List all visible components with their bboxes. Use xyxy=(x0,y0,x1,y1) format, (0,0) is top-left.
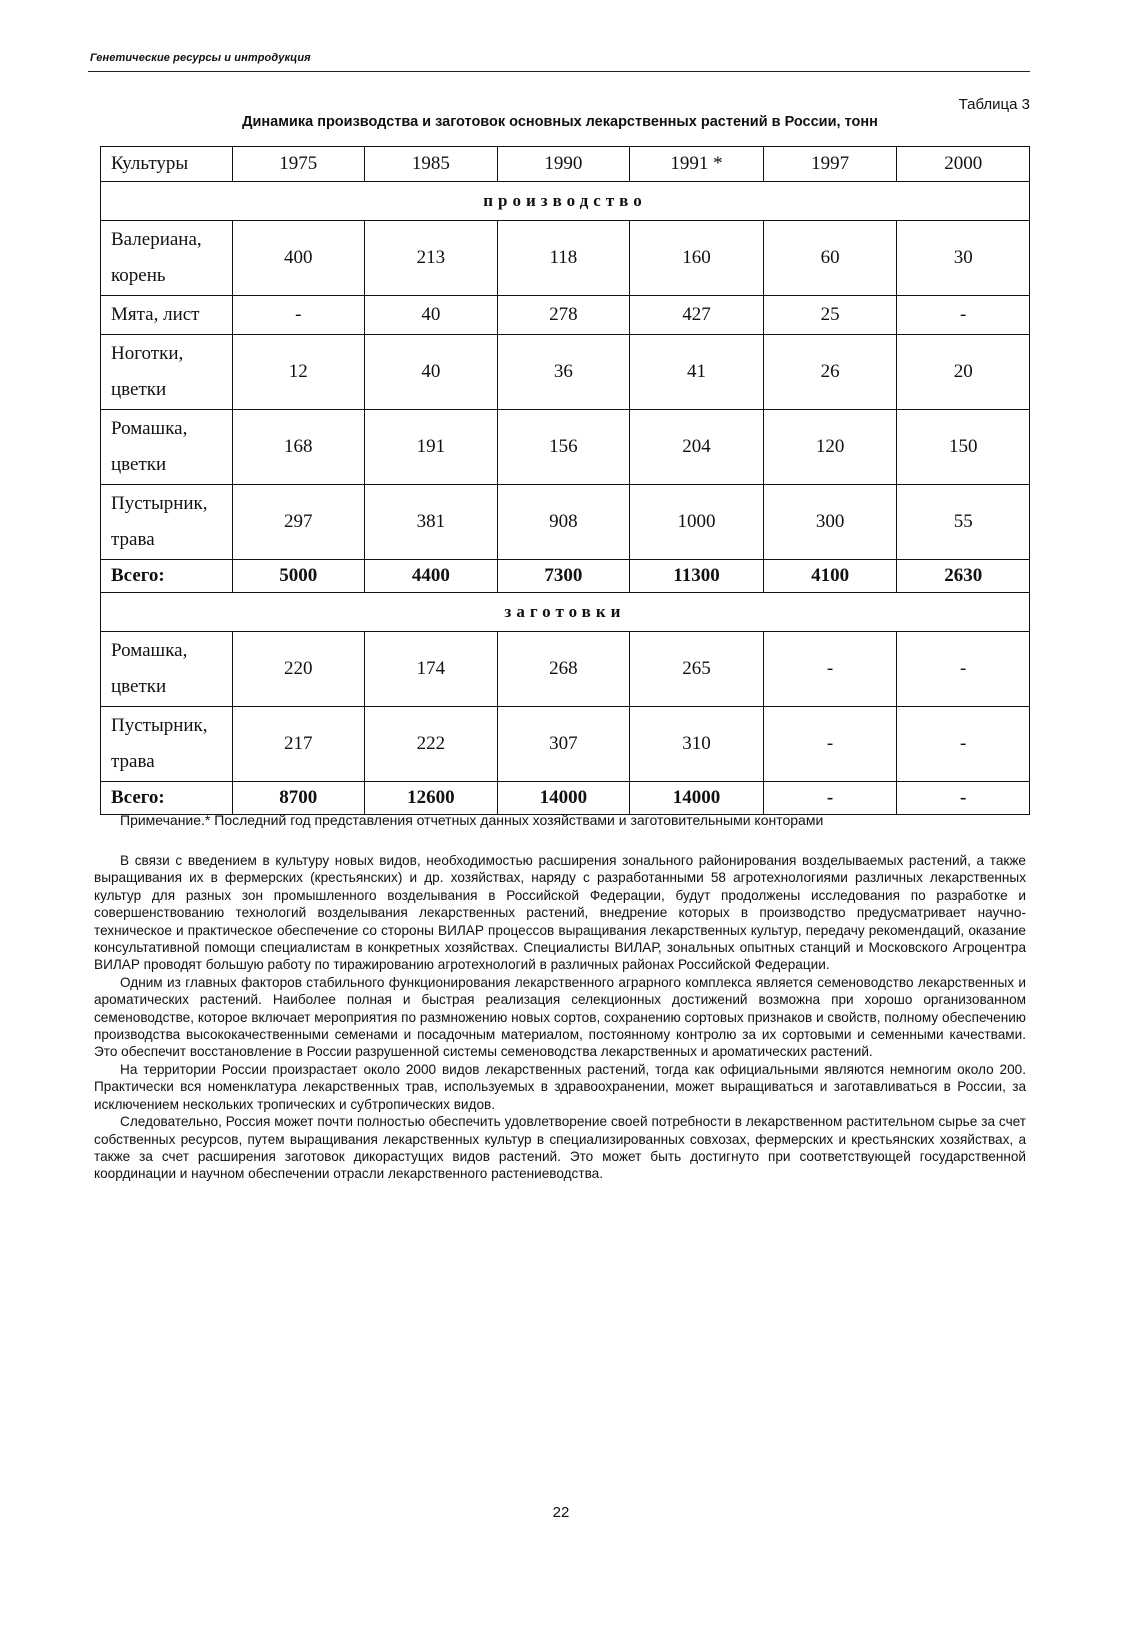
crop-name-cell xyxy=(101,335,233,410)
paragraph: Одним из главных факторов стабильного функционирования лекарственного аграрного комплекса является семеноводство лекарственных и ароматических растений. Наиболее полная и быстрая реализация селекционных достижений возможна при хорошо организованном семеноводстве, которое включает мероприятия по размножению новых сортов, сохранению сортовых признаков и свойств, полному обеспечению производства высококачественными семенами и посадочным материалом, постоянному контролю за их сортовыми и семенными качествами. Это обеспечит восстановление в России разрушенной системы семеноводства лекарственных и ароматических растений. xyxy=(94,974,1026,1060)
table-header-row xyxy=(101,147,1030,182)
crop-name-cell xyxy=(101,632,233,707)
value-cell: 265 xyxy=(630,632,764,707)
value-cell: 307 xyxy=(497,707,630,782)
value-cell: 222 xyxy=(365,707,498,782)
paragraph: В связи с введением в культуру новых видов, необходимостью расширения зонального районирования возделываемых растений, а также выращивания их в фермерских (крестьянских) и др. хозяйствах, наряду с разработанными 58 агротехнологиями различных лекарственных культур для разных зон промышленного возделывания в Российской Федерации, будут продолжены исследования по разработке и совершенствованию технологий возделывания лекарственных растений, внедрение которых в производство предусматривает научно-техническое и практическое обеспечение со стороны ВИЛАР процессов выращивания лекарственных культур, передачу рекомендаций, оказание консультативной помощи специалистам в конкретных хозяйствах. Специалисты ВИЛАР, зональных опытных станций и Московского Агроцентра ВИЛАР проводят большую работу по тиражированию агротехнологий в различных районах Российской Федерации. xyxy=(94,853,1026,973)
total-value-cell: 12600 xyxy=(365,782,498,815)
value-cell: 20 xyxy=(897,335,1030,410)
table-row xyxy=(101,707,1030,782)
value-cell: 60 xyxy=(763,221,897,296)
total-value-cell: - xyxy=(897,782,1030,815)
crop-name-line: трава xyxy=(111,529,155,550)
total-value-cell: 11300 xyxy=(630,560,764,593)
value-cell: 41 xyxy=(630,335,764,410)
value-cell: 220 xyxy=(232,632,365,707)
table-note: Примечание.* Последний год представления отчетных данных хозяйствами и заготовительными конторами xyxy=(120,812,824,828)
value-cell: 40 xyxy=(365,296,498,335)
crop-name-line: Ромашка, xyxy=(111,418,188,439)
crop-name-cell xyxy=(101,410,233,485)
table-row xyxy=(101,221,1030,296)
value-cell: 156 xyxy=(497,410,630,485)
value-cell: 310 xyxy=(630,707,764,782)
total-value-cell: 5000 xyxy=(232,560,365,593)
paragraph: Следовательно, Россия может почти полностью обеспечить удовлетворение своей потребности в лекарственном растительном сырье за счет собственных ресурсов, путем выращивания лекарственных культур в специализированных совхозах, фермерских и крестьянских хозяйствах, а также за счет расширения заготовок дикорастущих видов растений. Это может быть достигнуто при соответствующей государственной координации и научном обеспечении отрасли лекарственного растениеводства. xyxy=(94,1114,1026,1182)
section-label: производство xyxy=(101,182,1030,221)
value-cell: - xyxy=(763,707,897,782)
value-cell: 427 xyxy=(630,296,764,335)
value-cell: 118 xyxy=(497,221,630,296)
value-cell: 268 xyxy=(497,632,630,707)
total-label: Всего: xyxy=(101,782,233,815)
column-header: 1975 xyxy=(232,147,365,182)
column-header: 1991 * xyxy=(630,147,764,182)
value-cell: - xyxy=(897,632,1030,707)
value-cell: 400 xyxy=(232,221,365,296)
value-cell: 381 xyxy=(365,485,498,560)
crop-name-line: Ноготки, xyxy=(111,343,184,364)
value-cell: 160 xyxy=(630,221,764,296)
crop-name-line: Пустырник, xyxy=(111,715,208,736)
total-row xyxy=(101,782,1030,815)
crop-name-cell xyxy=(101,221,233,296)
total-value-cell: 4100 xyxy=(763,560,897,593)
section-row-procurement xyxy=(101,593,1030,632)
value-cell: 40 xyxy=(365,335,498,410)
value-cell: 25 xyxy=(763,296,897,335)
value-cell: 908 xyxy=(497,485,630,560)
crop-name-line: цветки xyxy=(111,379,167,400)
value-cell: 191 xyxy=(365,410,498,485)
crop-name-line: Пустырник, xyxy=(111,493,208,514)
value-cell: 30 xyxy=(897,221,1030,296)
header-divider xyxy=(88,71,1030,72)
value-cell: 12 xyxy=(232,335,365,410)
crop-name-line: Валериана, xyxy=(111,229,202,250)
value-cell: 55 xyxy=(897,485,1030,560)
running-header: Генетические ресурсы и интродукция xyxy=(90,52,311,64)
column-header: 1997 xyxy=(763,147,897,182)
total-value-cell: - xyxy=(763,782,897,815)
crop-name-line: Ромашка, xyxy=(111,640,188,661)
column-header: 2000 xyxy=(897,147,1030,182)
value-cell: 168 xyxy=(232,410,365,485)
value-cell: 150 xyxy=(897,410,1030,485)
value-cell: 36 xyxy=(497,335,630,410)
section-row-production xyxy=(101,182,1030,221)
table-row xyxy=(101,296,1030,335)
table-row xyxy=(101,485,1030,560)
crop-name-cell xyxy=(101,485,233,560)
table-row xyxy=(101,632,1030,707)
crop-name-line: корень xyxy=(111,265,166,286)
total-value-cell: 8700 xyxy=(232,782,365,815)
total-value-cell: 14000 xyxy=(630,782,764,815)
value-cell: 26 xyxy=(763,335,897,410)
crop-name-cell xyxy=(101,707,233,782)
value-cell: 217 xyxy=(232,707,365,782)
total-label: Всего: xyxy=(101,560,233,593)
value-cell: 297 xyxy=(232,485,365,560)
total-value-cell: 4400 xyxy=(365,560,498,593)
value-cell: 300 xyxy=(763,485,897,560)
crop-name-line: цветки xyxy=(111,676,167,697)
table-row xyxy=(101,410,1030,485)
column-header: 1985 xyxy=(365,147,498,182)
table-label: Таблица 3 xyxy=(958,96,1030,113)
total-value-cell: 2630 xyxy=(897,560,1030,593)
value-cell: 1000 xyxy=(630,485,764,560)
total-value-cell: 7300 xyxy=(497,560,630,593)
column-header: Культуры xyxy=(101,147,233,182)
value-cell: - xyxy=(897,707,1030,782)
table-title: Динамика производства и заготовок основных лекарственных растений в России, тонн xyxy=(242,114,878,130)
value-cell: 120 xyxy=(763,410,897,485)
crop-name-line: трава xyxy=(111,751,155,772)
section-label: заготовки xyxy=(101,593,1030,632)
value-cell: - xyxy=(897,296,1030,335)
crop-name-cell: Мята, лист xyxy=(101,296,233,335)
value-cell: 278 xyxy=(497,296,630,335)
table-row xyxy=(101,335,1030,410)
page-number: 22 xyxy=(552,1504,570,1521)
value-cell: 204 xyxy=(630,410,764,485)
total-value-cell: 14000 xyxy=(497,782,630,815)
value-cell: 174 xyxy=(365,632,498,707)
paragraph: На территории России произрастает около 2000 видов лекарственных растений, тогда как официальными являются немногим около 200. Практически вся номенклатура лекарственных трав, используемых в здравоохранении, может выращиваться и заготавливаться в России, за исключением нескольких тропических и субтропических видов. xyxy=(94,1061,1026,1112)
value-cell: 213 xyxy=(365,221,498,296)
value-cell: - xyxy=(763,632,897,707)
crop-name-line: цветки xyxy=(111,454,167,475)
value-cell: - xyxy=(232,296,365,335)
body-text xyxy=(94,852,1026,1183)
data-table xyxy=(100,146,1030,815)
column-header: 1990 xyxy=(497,147,630,182)
total-row xyxy=(101,560,1030,593)
